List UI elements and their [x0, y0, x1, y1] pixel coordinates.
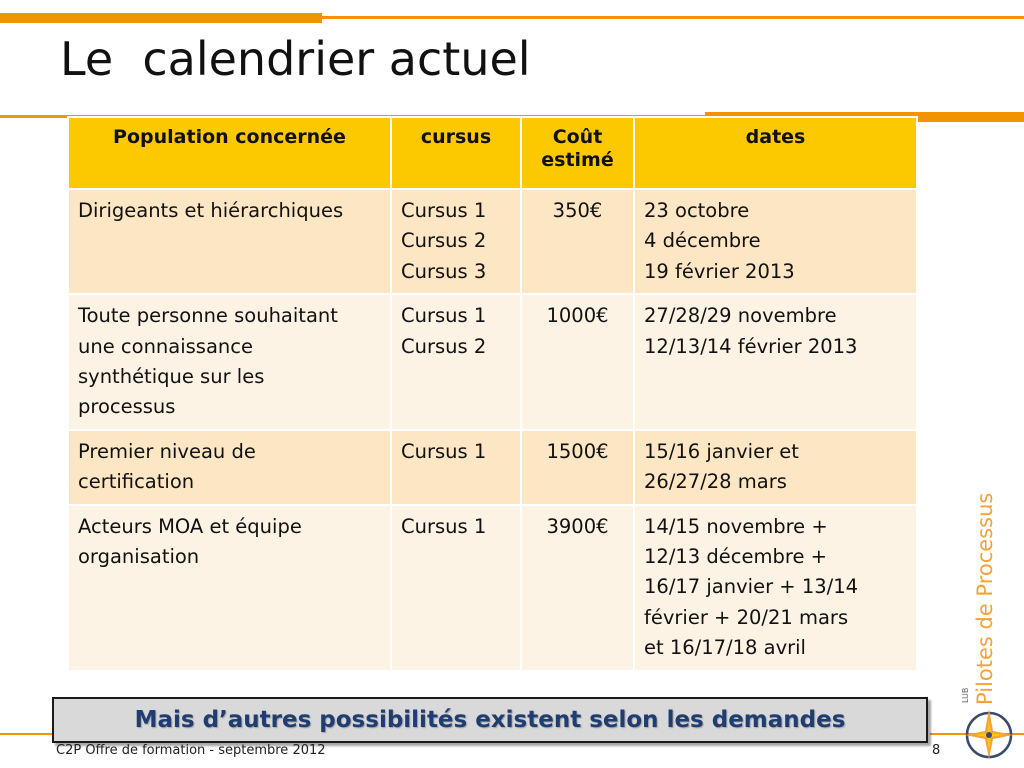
population-text: Acteurs MOA et équipe — [78, 514, 302, 538]
date-text: 23 octobre — [644, 199, 750, 222]
table-row — [68, 294, 917, 430]
population-cell — [68, 189, 391, 294]
date-text: 12/13/14 février 2013 — [644, 334, 858, 358]
compass-star-icon — [961, 705, 1017, 761]
header-dates: dates — [634, 117, 917, 189]
logo-text: Pilotes de Processus — [973, 492, 997, 705]
logo — [955, 492, 1020, 765]
date-text: 26/27/28 mars — [644, 470, 787, 494]
date-text: février + 20/21 mars — [644, 605, 849, 629]
header-cost: Coût estimé — [521, 117, 634, 189]
footer-accent-line-left — [0, 733, 55, 735]
cursus-text: Cursus 1 — [401, 304, 487, 328]
slide-title: Le calendrier actuel — [60, 32, 531, 86]
population-cell — [68, 505, 391, 671]
population-text: processus — [78, 395, 176, 419]
dates-cell — [634, 189, 917, 294]
table-row — [68, 430, 917, 505]
dates-cell — [634, 505, 917, 671]
population-text: organisation — [78, 545, 200, 569]
population-text: une connaissance — [78, 334, 253, 358]
population-text: certification — [78, 470, 195, 494]
cursus-text: Cursus 2 — [401, 334, 487, 358]
dates-cell — [634, 294, 917, 430]
table-row — [68, 189, 917, 294]
cursus-text: Cursus 1 — [401, 439, 487, 463]
population-cell — [68, 430, 391, 505]
date-text: 15/16 janvier et — [644, 439, 799, 463]
cursus-cell — [391, 189, 521, 294]
calendar-table — [67, 116, 916, 672]
logo-small-text: LUB — [961, 687, 970, 703]
cost-cell: 1500€ — [521, 430, 634, 505]
population-text: Toute personne souhaitant — [78, 304, 338, 328]
top-accent-line — [322, 16, 1024, 19]
cursus-cell — [391, 430, 521, 505]
cursus-text: Cursus 2 — [401, 229, 487, 253]
date-text: 27/28/29 novembre — [644, 304, 837, 328]
cursus-cell — [391, 505, 521, 671]
date-text: 19 février 2013 — [644, 259, 795, 283]
date-text: et 16/17/18 avril — [644, 636, 806, 660]
cost-cell: 3900€ — [521, 505, 634, 671]
page-number: 8 — [932, 743, 941, 758]
info-banner — [52, 697, 928, 743]
population-text: synthétique sur les — [78, 365, 265, 389]
cost-cell: 1000€ — [521, 294, 634, 430]
top-accent-bar — [0, 13, 322, 23]
date-text: 4 décembre — [644, 229, 761, 253]
header-population: Population concernée — [68, 117, 391, 189]
table-row — [68, 505, 917, 671]
population-text: Premier niveau de — [78, 439, 256, 463]
dates-cell — [634, 430, 917, 505]
cursus-text: Cursus 1 — [401, 514, 487, 538]
banner-text: Mais d’autres possibilités existent selon les demandes — [134, 707, 846, 733]
cursus-text: Cursus 1 — [401, 199, 487, 222]
date-text: 14/15 novembre + — [644, 514, 828, 538]
footer-text: C2P Offre de formation - septembre 2012 — [56, 743, 326, 758]
cursus-text: Cursus 3 — [401, 259, 487, 283]
table-header-row — [68, 117, 917, 189]
date-text: 12/13 décembre + — [644, 545, 827, 569]
population-cell — [68, 294, 391, 430]
cost-cell: 350€ — [521, 189, 634, 294]
date-text: 16/17 janvier + 13/14 — [644, 575, 859, 599]
population-text: Dirigeants et hiérarchiques — [78, 199, 344, 222]
header-cursus: cursus — [391, 117, 521, 189]
cursus-cell — [391, 294, 521, 430]
